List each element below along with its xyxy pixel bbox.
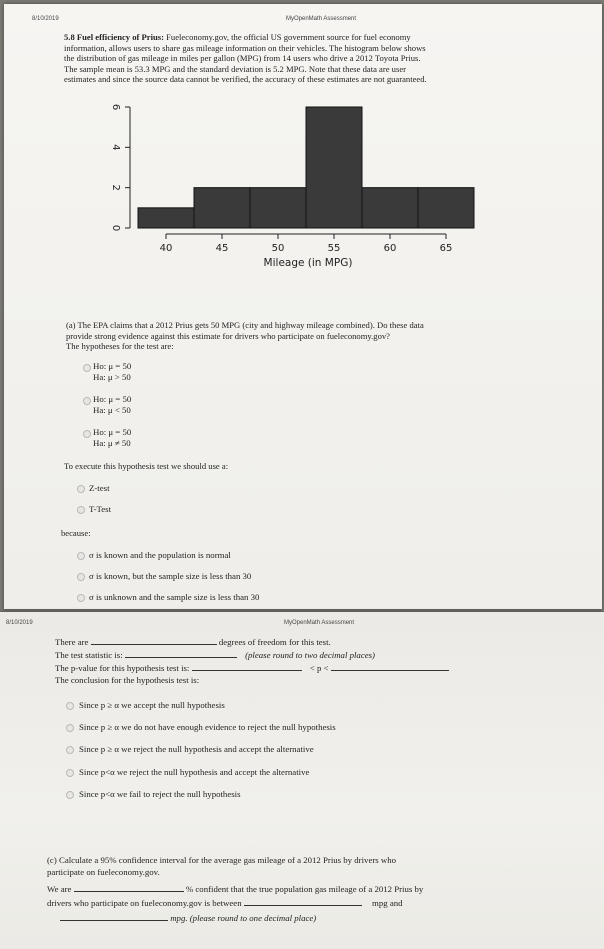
p-between-text: < p < bbox=[309, 663, 329, 673]
interval-line bbox=[47, 897, 403, 909]
ci-upper-blank[interactable] bbox=[60, 912, 168, 921]
ha-text: Ha: μ < 50 bbox=[93, 405, 131, 415]
test-prompt: To execute this hypothesis test we should use a: bbox=[64, 461, 229, 471]
round-two-note: (please round to two decimal places) bbox=[245, 650, 375, 660]
upper-bound-line bbox=[60, 912, 316, 924]
conclusion-radio-2[interactable] bbox=[66, 724, 74, 732]
part-c-line-1: (c) Calculate a 95% confidence interval for the average gas mileage of a 2012 Prius by drivers who bbox=[47, 855, 397, 865]
hypothesis-option-3 bbox=[93, 427, 131, 449]
x-tick-label: 40 bbox=[159, 243, 173, 254]
page-two bbox=[0, 612, 604, 949]
conclusion-option-4: Since p<α we reject the null hypothesis and accept the alternative bbox=[79, 767, 310, 777]
conclusion-option-2: Since p ≥ α we do not have enough evidence to reject the null hypothesis bbox=[79, 722, 336, 732]
confidence-level-blank[interactable] bbox=[74, 883, 184, 892]
z-test-label: Z-test bbox=[89, 483, 110, 493]
we-are-text: We are bbox=[47, 884, 72, 894]
hypothesis-radio-1[interactable] bbox=[83, 364, 91, 372]
part-a-line: provide strong evidence against this estimate for drivers who participate on fueleconomy.gov? bbox=[66, 330, 390, 341]
hypothesis-option-2 bbox=[93, 394, 131, 416]
x-tick-label: 65 bbox=[439, 243, 453, 254]
page-one bbox=[4, 4, 602, 609]
ha-text: Ha: μ ≠ 50 bbox=[93, 438, 131, 448]
conclusion-option-5: Since p<α we fail to reject the null hypothesis bbox=[79, 789, 241, 799]
because-radio-2[interactable] bbox=[77, 573, 85, 581]
y-tick-label: 2 bbox=[110, 184, 121, 191]
y-tick-label: 0 bbox=[110, 224, 121, 232]
df-suffix-text: degrees of freedom for this test. bbox=[218, 637, 331, 647]
y-tick-label: 6 bbox=[110, 103, 121, 111]
because-label: because: bbox=[61, 528, 91, 538]
hypothesis-option-1 bbox=[93, 361, 131, 383]
conclusion-radio-3[interactable] bbox=[66, 746, 74, 754]
histogram-bar bbox=[306, 107, 362, 228]
histogram-bar bbox=[138, 208, 194, 228]
ha-text: Ha: μ > 50 bbox=[93, 372, 131, 382]
intro-line: the distribution of gas mileage in miles per gallon (MPG) from 14 users who drive a 2012 Toyota Prius. bbox=[64, 53, 421, 64]
h0-text: Ho: μ = 50 bbox=[93, 427, 132, 437]
page-header-title: MyOpenMath Assessment bbox=[284, 620, 355, 626]
h0-text: Ho: μ = 50 bbox=[93, 394, 132, 404]
test-stat-label: The test statistic is: bbox=[55, 650, 123, 660]
print-date: 8/10/2019 bbox=[6, 620, 33, 626]
histogram-chart bbox=[4, 4, 602, 304]
conclusion-label: The conclusion for the hypothesis test is: bbox=[55, 675, 200, 685]
confidence-line bbox=[47, 883, 423, 895]
test-stat-line bbox=[55, 649, 375, 661]
mpg-round-note: mpg. (please round to one decimal place) bbox=[170, 913, 317, 923]
x-axis-label: Mileage (in MPG) bbox=[263, 257, 353, 269]
conclusion-option-3: Since p ≥ α we reject the null hypothesis and accept the alternative bbox=[79, 744, 314, 754]
intro-line: The sample mean is 53.3 MPG and the standard deviation is 5.2 MPG. Note that these data are user bbox=[64, 63, 407, 74]
pvalue-label: The p-value for this hypothesis test is: bbox=[55, 663, 190, 673]
because-option-3: σ is unknown and the sample size is less than 30 bbox=[89, 592, 260, 602]
x-tick-label: 55 bbox=[327, 243, 341, 254]
because-radio-3[interactable] bbox=[77, 594, 85, 602]
page-header-title: MyOpenMath Assessment bbox=[286, 16, 357, 22]
conclusion-radio-5[interactable] bbox=[66, 791, 74, 799]
y-tick-label: 4 bbox=[110, 144, 121, 151]
x-tick-label: 45 bbox=[215, 243, 229, 254]
intro-line: estimates and since the source data cannot be verified, the accuracy of these estimates are not guaranteed. bbox=[64, 74, 427, 85]
drivers-text: drivers who participate on fueleconomy.gov is between bbox=[47, 898, 242, 908]
confident-text: % confident that the true population gas mileage of a 2012 Prius by bbox=[185, 884, 424, 894]
because-radio-1[interactable] bbox=[77, 552, 85, 560]
x-tick-label: 50 bbox=[271, 243, 285, 254]
part-a-line: (a) The EPA claims that a 2012 Prius gets 50 MPG (city and highway mileage combined). Do these data bbox=[66, 320, 424, 330]
hypothesis-radio-2[interactable] bbox=[83, 397, 91, 405]
because-option-2: σ is known, but the sample size is less than 30 bbox=[89, 571, 252, 581]
histogram-bar bbox=[362, 188, 418, 228]
hypothesis-radio-3[interactable] bbox=[83, 430, 91, 438]
ci-lower-blank[interactable] bbox=[244, 897, 362, 906]
conclusion-radio-4[interactable] bbox=[66, 769, 74, 777]
part-c-line-2: participate on fueleconomy.gov. bbox=[47, 867, 160, 877]
conclusion-option-1: Since p ≥ α we accept the null hypothesis bbox=[79, 700, 225, 710]
pvalue-line bbox=[55, 662, 449, 674]
test-stat-blank[interactable] bbox=[125, 649, 237, 658]
conclusion-radio-1[interactable] bbox=[66, 702, 74, 710]
histogram-bar bbox=[418, 188, 474, 228]
z-test-radio[interactable] bbox=[77, 485, 85, 493]
part-a-line: The hypotheses for the test are: bbox=[66, 341, 174, 352]
print-date: 8/10/2019 bbox=[32, 16, 59, 22]
histogram-bar bbox=[194, 188, 250, 228]
pvalue-lower-blank[interactable] bbox=[192, 662, 302, 671]
pvalue-upper-blank[interactable] bbox=[331, 662, 449, 671]
because-option-1: σ is known and the population is normal bbox=[89, 550, 231, 560]
mpg-and-text: mpg and bbox=[372, 898, 403, 908]
there-are-text: There are bbox=[55, 637, 89, 647]
h0-text: Ho: μ = 50 bbox=[93, 361, 132, 371]
t-test-label: T-Test bbox=[89, 504, 112, 514]
x-tick-label: 60 bbox=[383, 243, 397, 254]
problem-number: 5.8 Fuel efficiency of Prius: bbox=[64, 32, 164, 42]
intro-line: information, allows users to share gas mileage information on their vehicles. The histogram below shows bbox=[64, 42, 426, 53]
histogram-bar bbox=[250, 188, 306, 228]
intro-line: Fueleconomy.gov, the official US government source for fuel economy bbox=[166, 32, 411, 42]
part-a-text bbox=[66, 320, 566, 352]
df-answer-blank[interactable] bbox=[91, 636, 217, 645]
df-line bbox=[55, 636, 331, 648]
t-test-radio[interactable] bbox=[77, 506, 85, 514]
